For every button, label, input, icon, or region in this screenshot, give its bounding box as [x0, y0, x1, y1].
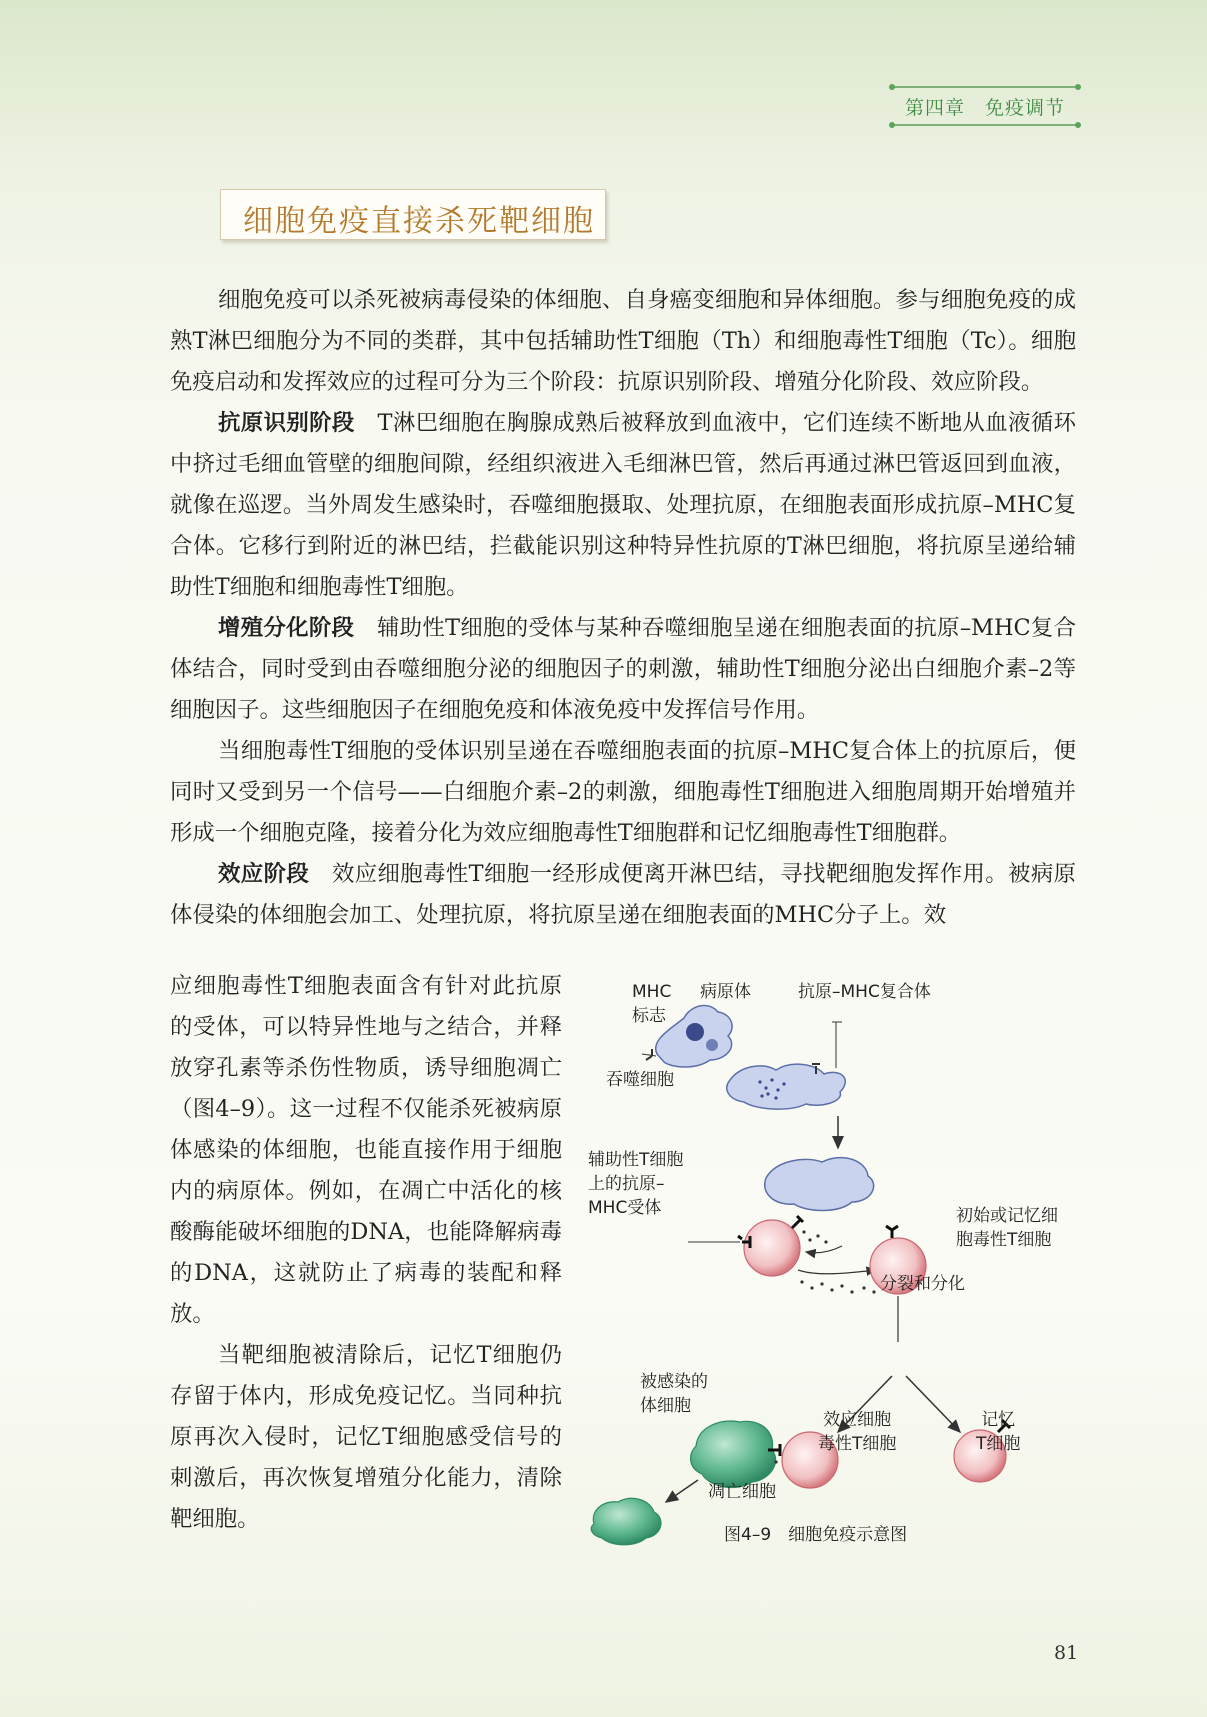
- cytokine-arrow-2: [798, 1270, 876, 1274]
- pathogen: [686, 1023, 704, 1041]
- apoptotic-cell: [591, 1498, 661, 1544]
- cytokine-arrow-1: [806, 1246, 842, 1253]
- header-dot: [1075, 122, 1081, 128]
- infected-cell: [691, 1421, 776, 1488]
- arrow-to-apoptosis: [666, 1480, 698, 1502]
- figure-cell-immunity: [580, 970, 1100, 1550]
- header-rule-bottom: [892, 124, 1078, 126]
- paragraph-body: T淋巴细胞在胸腺成熟后被释放到血液中，它们连续不断地从血液循环中挤过毛细血管壁的细胞间隙，经组织液进入毛细淋巴管，然后再通过淋巴管返回到血液，就像在巡逻。当外周发生感染时，吞噬细胞摄取、处理抗原，在细胞表面形成抗原–MHC复合体。它移行到附近的淋巴结，拦截能识别这种特异性抗原的T淋巴细胞，将抗原呈递给辅助性T细胞和细胞毒性T细胞。: [170, 410, 1077, 600]
- figure-diagram: [580, 970, 1100, 1550]
- phagocyte-processing: [727, 1064, 845, 1109]
- paragraph-intro: 细胞免疫可以杀死被病毒侵染的体细胞、自身癌变细胞和异体细胞。参与细胞免疫的成熟T淋巴细胞分为不同的类群，其中包括辅助性T细胞（Th）和细胞毒性T细胞（Tc）。细胞免疫启动和发挥效应的过程可分为三个阶段：抗原识别阶段、增殖分化阶段、效应阶段。: [170, 287, 1076, 395]
- label-naive-tc: 初始或记忆细 胞毒性T细胞: [956, 1206, 1058, 1250]
- helper-receptor-2: [792, 1216, 803, 1228]
- body-text-narrow: [170, 966, 562, 1540]
- arrow-to-memory: [906, 1376, 960, 1432]
- page-number: 81: [1054, 1642, 1079, 1664]
- label-infected-cell: 被感染的 体细胞: [640, 1372, 708, 1416]
- mhc-pointer: [642, 1054, 656, 1056]
- paragraph-body: 辅助性T细胞的受体与某种吞噬细胞呈递在细胞表面的抗原–MHC复合体结合，同时受到由吞噬细胞分泌的细胞因子的刺激，辅助性T细胞分泌出白细胞介素–2等细胞因子。这些细胞因子在细胞免疫和体液免疫中发挥信号作用。: [170, 615, 1077, 723]
- term-heading: 抗原识别阶段: [218, 410, 355, 436]
- term-heading: 效应阶段: [218, 861, 310, 887]
- paragraph-antigen-recognition: [170, 403, 1076, 608]
- header-dot: [889, 122, 895, 128]
- header-dot: [889, 84, 895, 90]
- header-dot: [1075, 84, 1081, 90]
- paragraph-effector: [170, 854, 1076, 936]
- cytokine-dots: [800, 1230, 875, 1293]
- label-phagocyte: 吞噬细胞: [606, 1070, 674, 1090]
- chapter-header: [892, 86, 1078, 126]
- figure-caption: 图4–9 细胞免疫示意图: [724, 1525, 908, 1545]
- body-text: [170, 280, 1076, 936]
- paragraph-tc-activation: 当细胞毒性T细胞的受体识别呈递在吞噬细胞表面的抗原–MHC复合体上的抗原后，便同时又受到另一个信号——白细胞介素–2的刺激，细胞毒性T细胞进入细胞周期开始增殖并形成一个细胞克隆，接着分化为效应细胞毒性T细胞群和记忆细胞毒性T细胞群。: [170, 738, 1076, 846]
- label-apoptotic-cell: 凋亡细胞: [708, 1482, 776, 1502]
- paragraph-proliferation: [170, 608, 1076, 731]
- label-pathogen: 病原体: [700, 982, 751, 1002]
- label-effector-tc: 效应细胞 毒性T细胞: [818, 1410, 897, 1454]
- paragraph-body: 效应细胞毒性T细胞一经形成便离开淋巴结，寻找靶细胞发挥作用。被病原体侵染的体细胞会加工、处理抗原，将抗原呈递在细胞表面的MHC分子上。效: [170, 861, 1077, 928]
- phagocyte-presenting: [765, 1158, 874, 1211]
- section-title-box: [220, 189, 606, 240]
- label-mhc-marker: MHC 标志: [632, 982, 672, 1026]
- naive-tc-receptor: [886, 1226, 898, 1238]
- helper-t-cell: [744, 1220, 800, 1276]
- label-memory-tc: 记忆 T细胞: [976, 1410, 1021, 1454]
- label-antigen-mhc-complex: 抗原–MHC复合体: [798, 982, 931, 1002]
- label-divide-differentiate: 分裂和分化: [880, 1274, 965, 1294]
- phagocyte-nucleus: [706, 1039, 718, 1051]
- section-title: 细胞免疫直接杀死靶细胞: [243, 204, 595, 239]
- header-rule-top: [892, 86, 1078, 88]
- paragraph-effector-cont: 应细胞毒性T细胞表面含有针对此抗原的受体，可以特异性地与之结合，并释放穿孔素等杀伤性物质，诱导细胞凋亡（图4–9）。这一过程不仅能杀死被病原体感染的体细胞，也能直接作用于细胞内的病原体。例如，在凋亡中活化的核酸酶能破坏细胞的DNA，也能降解病毒的DNA，这就防止了病毒的装配和释放。: [170, 973, 562, 1327]
- paragraph-memory: 当靶细胞被清除后，记忆T细胞仍存留于体内，形成免疫记忆。当同种抗原再次入侵时，记忆T细胞感受信号的刺激后，再次恢复增殖分化能力，清除靶细胞。: [170, 1342, 562, 1532]
- label-helper-receptor: 辅助性T细胞 上的抗原– MHC受体: [588, 1150, 684, 1218]
- chapter-title: 第四章 免疫调节: [904, 97, 1065, 119]
- term-heading: 增殖分化阶段: [218, 615, 355, 641]
